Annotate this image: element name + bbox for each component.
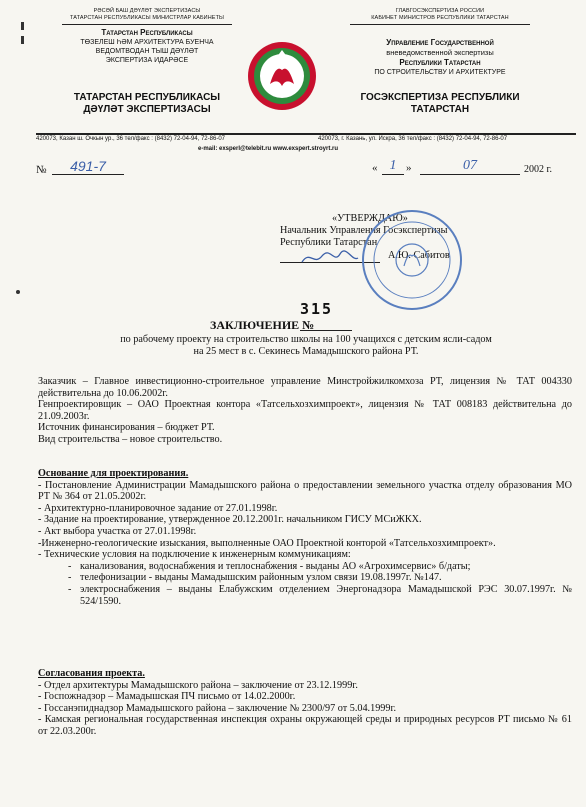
conditions-list <box>38 561 572 607</box>
date-day: 1 <box>382 158 404 175</box>
header-left-line4: ТӨЗЕЛЕШ ҺӘМ АРХИТЕКТУРА БУЕНЧА <box>80 39 214 46</box>
date-close-quote: » <box>406 162 412 174</box>
basis-section <box>38 468 572 607</box>
approval-item: - Отдел архитектуры Мамадышского района – заключение от 23.12.1999г. <box>38 679 358 691</box>
approval-line2: Республики Татарстан <box>280 237 378 248</box>
header-left-line2: ТАТАРСТАН РЕСПУБЛИКАСЫ МИНИСТРЛАР КАБИНЕТЫ <box>70 15 224 21</box>
date-year: 2002 г. <box>524 164 552 175</box>
conclusion-title: ЗАКЛЮЧЕНИЕ № <box>210 318 315 332</box>
official-stamp-icon <box>362 210 462 310</box>
header-left-line3: Татарстан Республикасы <box>101 28 193 37</box>
header-right-title1: ГОСЭКСПЕРТИЗА РЕСПУБЛИКИ <box>360 92 520 103</box>
customer-text: Заказчик – Главное инвестиционно-строительное управление Минстройжилкомхоза РТ, лицензия № ТАТ 004330 действительна до 10.06.2002г. <box>38 376 572 399</box>
header-left-line1: РӘСӘЙ БАШ ДӘҮЛӘТ ЭКСПЕРТИЗАСЫ <box>93 8 201 14</box>
header-left-title1: ТАТАРСТАН РЕСПУБЛИКАСЫ <box>73 92 221 103</box>
basis-item: - Постановление Администрации Мамадышского района о предоставлении земельного участка отделу образования МО РТ № 364 от 21.05.2002г. <box>38 479 572 503</box>
approval-item: - Госпожнадзор – Мамадышская ПЧ письмо от 14.02.2000г. <box>38 691 296 703</box>
info-section <box>38 376 572 446</box>
header-left-title2: ДӘҮЛӘТ ЭКСПЕРТИЗАСЫ <box>83 104 211 115</box>
approvals-heading: Согласования проекта. <box>38 668 145 679</box>
designer-text: Генпроектировщик – ОАО Проектная контора «Татсельхозхимпроект», лицензия № ТАТ 008183 действительна до 21.09.2003г. <box>38 399 572 422</box>
conclusion-number-line <box>300 330 352 331</box>
condition-item: - электроснабжения – выданы Елабужским отделением Энергонадзора Мамадышской РЭС 30.07.1997г. № 524/1590. <box>38 584 572 607</box>
address-left: 420073, Казан ш. Очкын ур., 36 тел/факс : (8432) 72-04-94, 72-86-07 <box>36 136 225 142</box>
approval-item: - Камская региональная государственная инспекция охраны окружающей среды и природных ресурсов РТ письмо № 61 от 22.03.200г. <box>38 714 572 737</box>
binder-hole <box>21 36 24 44</box>
basis-item: -Инженерно-геологические изыскания, выполненные ОАО Проектной конторой «Татсельхозхимпроект». <box>38 537 496 549</box>
approval-line3: А.Ю. Сабитов <box>388 250 450 261</box>
conclusion-number: 315 <box>300 300 334 318</box>
divider <box>350 24 530 25</box>
header-right-line5: Республики Татарстан <box>399 58 481 67</box>
doc-number-value: 491-7 <box>52 158 124 175</box>
date-open-quote: « <box>372 162 378 174</box>
header-right-line4: вневедомственной экспертизы <box>386 48 494 57</box>
construction-type-text: Вид строительства – новое строительство. <box>38 433 223 445</box>
divider <box>62 24 232 25</box>
basis-item: - Задание на проектирование, утвержденное 20.12.2001г. начальником ГИСУ МСиЖКХ. <box>38 514 422 526</box>
tatarstan-emblem-icon <box>246 40 318 112</box>
basis-heading: Основание для проектирования. <box>38 468 189 479</box>
binder-hole <box>21 22 24 30</box>
condition-item: - канализования, водоснабжения и теплоснабжения - выданы АО «Агрохимсервис» б/даты; <box>38 561 572 573</box>
header-left-line6: ЭКСПЕРТИЗА ИДАРӘСЕ <box>105 57 189 64</box>
header-right-title2: ТАТАРСТАН <box>410 104 470 115</box>
approval-title: «УТВЕРЖДАЮ» <box>332 213 408 224</box>
basis-item: - Технические условия на подключение к инженерным коммуникациям: <box>38 549 351 561</box>
funding-text: Источник финансирования – бюджет РТ. <box>38 422 215 434</box>
condition-item: - телефонизации - выданы Мамадышским районным узлом связи 19.08.1997г. №147. <box>38 572 572 584</box>
binder-hole <box>16 290 20 294</box>
basis-item: - Акт выбора участка от 27.01.1998г. <box>38 525 197 537</box>
signature-icon <box>300 248 360 268</box>
header-right-line3: Управление Государственной <box>386 38 494 47</box>
approval-line1: Начальник Управления Госэкспертизы <box>280 225 448 236</box>
basis-item: - Архитектурно-планировочное задание от 27.01.1998г. <box>38 502 278 514</box>
address-right: 420073, г. Казань, ул. Искра, 36 тел/факс : (8432) 72-04-94, 72-86-07 <box>318 136 508 142</box>
header-right-line1: ГЛАВГОСЭКСПЕРТИЗА РОССИИ <box>395 8 485 14</box>
header-left-line5: ВЕДОМТВОДАН ТЫШ ДӘҮЛӘТ <box>95 48 199 55</box>
header-right-line6: ПО СТРОИТЕЛЬСТВУ И АРХИТЕКТУРЕ <box>374 69 506 76</box>
email-line: e-mail: exsperl@telebit.ru www.exspert.stroyrt.ru <box>198 146 339 152</box>
header-right-line2: КАБИНЕТ МИНИСТРОВ РЕСПУБЛИКИ ТАТАРСТАН <box>371 15 509 21</box>
approvals-section <box>38 668 572 738</box>
date-month: 07 <box>420 158 520 175</box>
conclusion-subtitle2: на 25 мест в с. Секинесь Мамадышского района РТ. <box>193 346 419 357</box>
conclusion-subtitle1: по рабочему проекту на строительство школы на 100 учащихся с детским ясли-садом <box>120 334 492 345</box>
doc-number-label: № <box>36 164 47 176</box>
approval-item: - Госсанэпиднадзор Мамадышского района – заключение № 2300/97 от 5.04.1999г. <box>38 702 397 714</box>
